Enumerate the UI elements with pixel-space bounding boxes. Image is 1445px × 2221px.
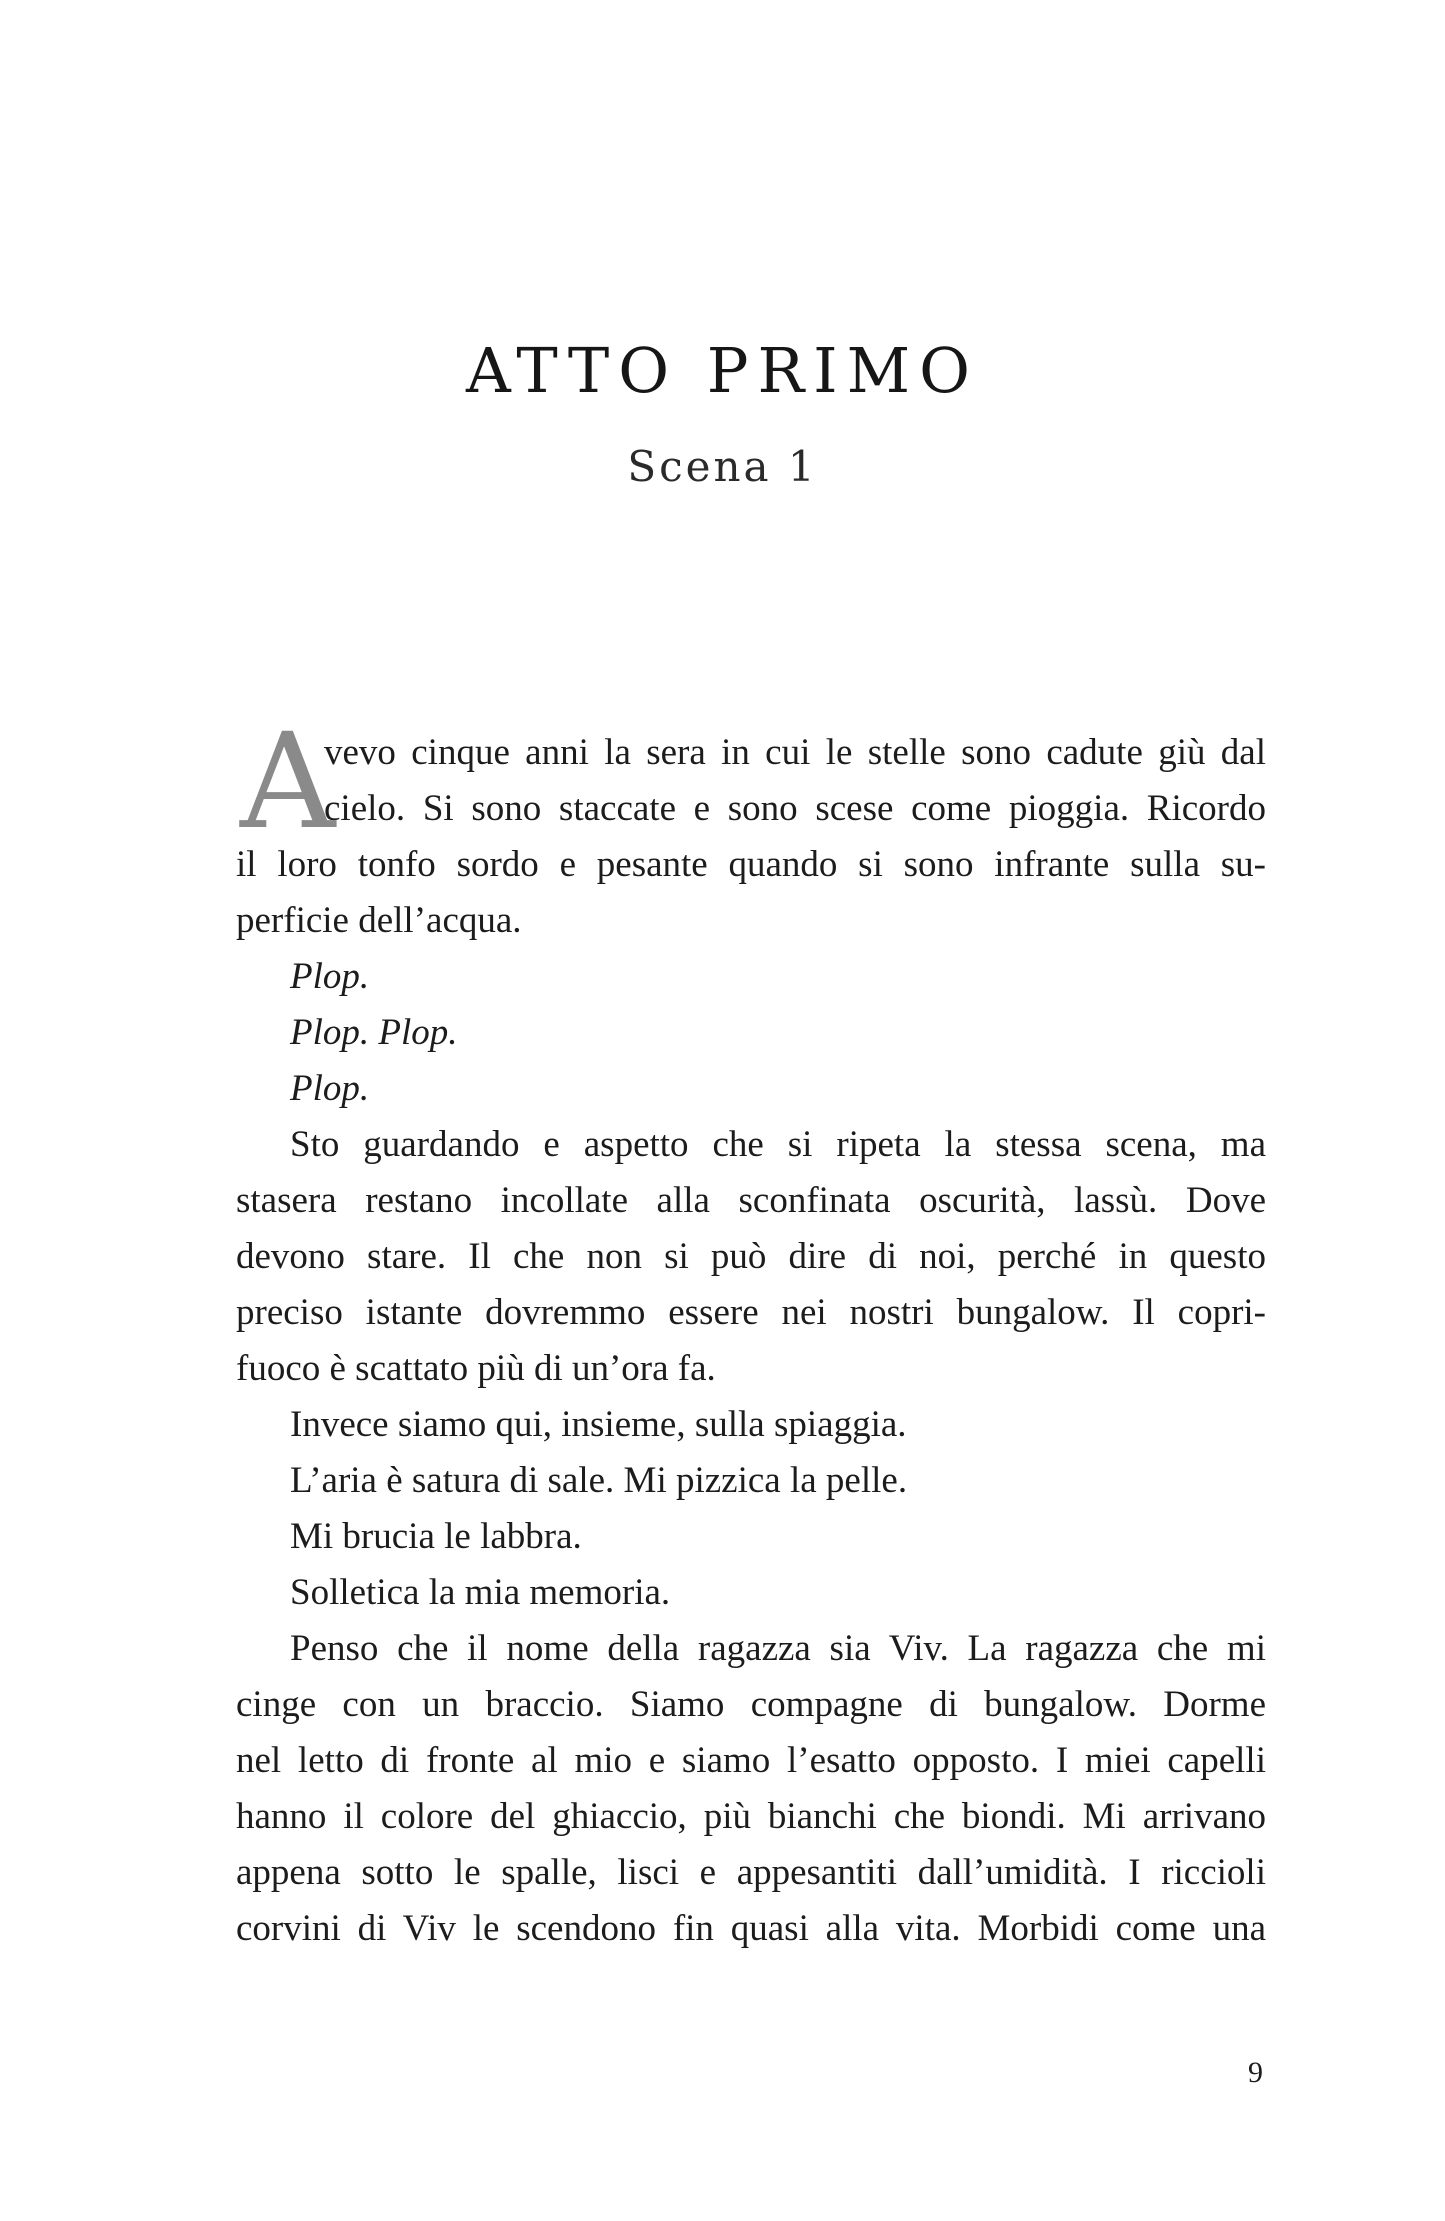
text-line: nel letto di fronte al mio e siamo l’esatto opposto. I miei capelli: [236, 1740, 1266, 1781]
text-line: corvini di Viv le scendono fin quasi alla vita. Morbidi come una: [236, 1908, 1266, 1949]
text-line: perficie dell’acqua.: [236, 900, 522, 941]
text-line: devono stare. Il che non si può dire di noi, perché in questo: [236, 1236, 1266, 1277]
body-text: [236, 705, 1266, 1957]
text-line: cinge con un braccio. Siamo compagne di bungalow. Dorme: [236, 1684, 1266, 1725]
text-line: L’aria è satura di sale. Mi pizzica la pelle.: [290, 1460, 908, 1501]
text-line: stasera restano incollate alla sconfinata oscurità, lassù. Dove: [236, 1180, 1266, 1221]
text-line: Penso che il nome della ragazza sia Viv. La ragazza che mi: [290, 1628, 1266, 1669]
text-line: Sto guardando e aspetto che si ripeta la stessa scena, ma: [290, 1124, 1266, 1165]
text-line: Plop.: [290, 956, 370, 997]
text-line: Invece siamo qui, insieme, sulla spiaggia.: [290, 1404, 907, 1445]
scene-title: Scena 1: [627, 442, 818, 491]
drop-cap: A: [240, 705, 336, 859]
text-line: appena sotto le spalle, lisci e appesantiti dall’umidità. I riccioli: [236, 1852, 1266, 1893]
text-line: Solletica la mia memoria.: [290, 1572, 671, 1613]
text-line: Plop. Plop.: [290, 1012, 458, 1053]
text-line: Plop.: [290, 1068, 370, 1109]
text-line: Mi brucia le labbra.: [290, 1516, 582, 1557]
text-line: vevo cinque anni la sera in cui le stelle sono cadute giù dal: [324, 732, 1266, 773]
text-line: il loro tonfo sordo e pesante quando si sono infrante sulla su-: [236, 844, 1266, 885]
text-line: cielo. Si sono staccate e sono scese come pioggia. Ricordo: [324, 788, 1266, 829]
text-line: hanno il colore del ghiaccio, più bianchi che biondi. Mi arrivano: [236, 1796, 1266, 1837]
chapter-title: ATTO PRIMO: [466, 334, 979, 407]
text-line: preciso istante dovremmo essere nei nostri bungalow. Il copri-: [236, 1292, 1266, 1333]
page-number: 9: [1248, 2056, 1263, 2089]
text-line: fuoco è scattato più di un’ora fa.: [236, 1348, 716, 1389]
